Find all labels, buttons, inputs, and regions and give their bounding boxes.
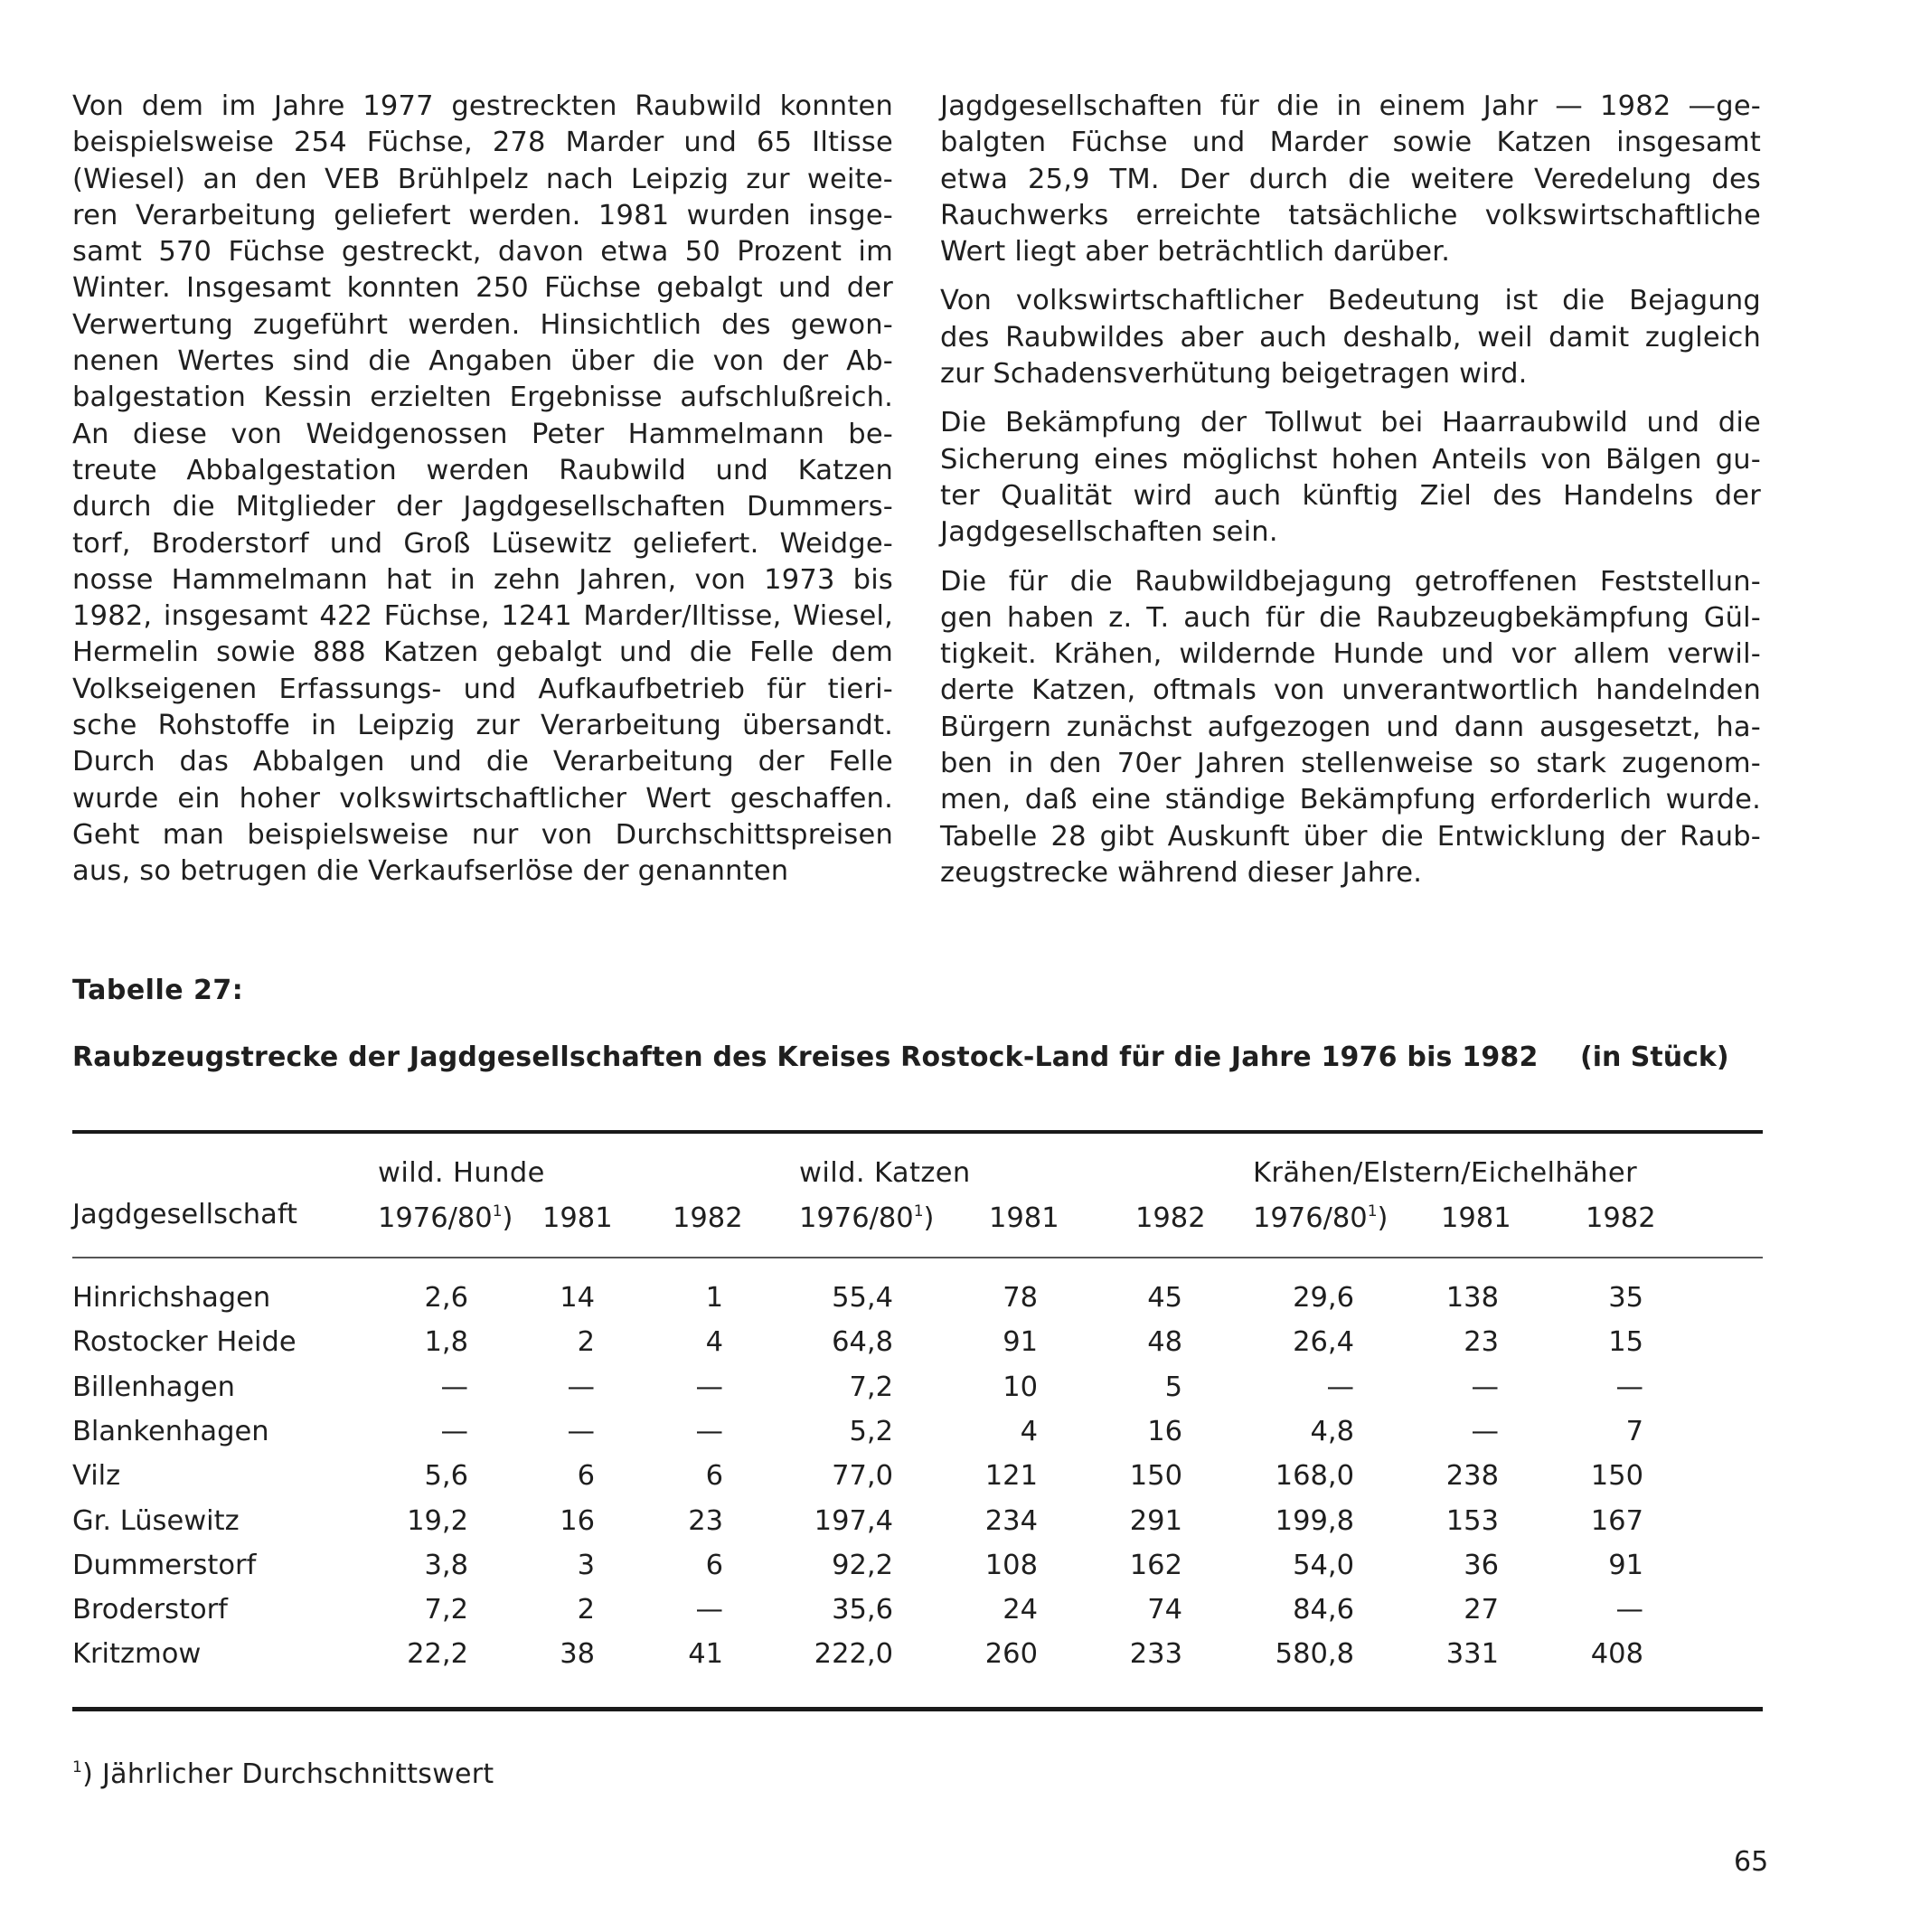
table-cell: 24: [1003, 1594, 1038, 1626]
table-cell: 6: [705, 1460, 723, 1492]
page-number: 65: [1734, 1846, 1769, 1878]
text-line: Jagdgesellschaften sein.: [940, 516, 1278, 549]
table-cell: 64,8: [832, 1326, 893, 1358]
table-cell: 291: [1129, 1505, 1182, 1537]
table-cell: 108: [984, 1550, 1038, 1581]
text-line: balgestation Kessin erzielten Ergebnisse aufschlußreich.: [72, 382, 893, 414]
table-cell: 2: [577, 1594, 595, 1626]
table-cell: —: [1615, 1371, 1643, 1403]
year-label: 1976/80: [799, 1202, 914, 1234]
text-line: des Raubwildes aber auch deshalb, weil damit zugleich: [940, 321, 1761, 353]
year-header: [378, 1202, 513, 1234]
text-line: derte Katzen, oftmals von unverantwortlich handelnden: [940, 674, 1761, 707]
year-label: 1976/80: [378, 1202, 493, 1234]
table-cell: 45: [1147, 1282, 1182, 1314]
text-line: men, daß eine ständige Bekämpfung erforderlich wurde.: [940, 784, 1761, 816]
text-line: treute Abbalgestation werden Raubwild und Katzen: [72, 454, 893, 486]
text-line: samt 570 Füchse gestreckt, davon etwa 50 Prozent im: [72, 236, 893, 269]
year-label: 1981: [542, 1202, 613, 1234]
table-top-rule: [72, 1130, 1763, 1134]
text-line: zeugstrecke während dieser Jahre.: [940, 856, 1423, 889]
text-line: nosse Hammelmann hat in zehn Jahren, von 1973 bis: [72, 563, 893, 596]
table-cell: 162: [1129, 1550, 1182, 1581]
table-cell: —: [567, 1371, 595, 1403]
table-cell: 4,8: [1310, 1416, 1354, 1447]
table-label: Tabelle 27:: [72, 975, 244, 1006]
table-cell: 1: [705, 1282, 723, 1314]
table-cell: 48: [1147, 1326, 1182, 1358]
table-cell: 26,4: [1293, 1326, 1354, 1358]
text-line: Hermelin sowie 888 Katzen gebalgt und die Felle dem: [72, 636, 893, 669]
table-cell: —: [695, 1371, 723, 1403]
year-header: [1253, 1202, 1388, 1234]
table-bottom-rule: [72, 1707, 1763, 1711]
table-cell: 15: [1608, 1326, 1643, 1358]
text-line: An diese von Weidgenossen Peter Hammelmann be-: [72, 418, 893, 450]
table-cell: 10: [1003, 1371, 1038, 1403]
table-cell: 238: [1445, 1460, 1499, 1492]
paragraph-gap: [940, 392, 1761, 405]
left-text-column: [72, 89, 893, 891]
text-line: tigkeit. Krähen, wildernde Hunde und vor allem verwil-: [940, 638, 1761, 671]
table-cell: —: [1471, 1371, 1499, 1403]
year-header: [1135, 1202, 1206, 1234]
table-cell: 138: [1445, 1282, 1499, 1314]
row-name: Billenhagen: [72, 1371, 235, 1403]
table-cell: 150: [1129, 1460, 1182, 1492]
table-cell: 35: [1608, 1282, 1643, 1314]
row-name: Rostocker Heide: [72, 1326, 297, 1358]
text-line: 1982, insgesamt 422 Füchse, 1241 Marder/Iltisse, Wiesel,: [72, 600, 893, 633]
table-cell: —: [695, 1416, 723, 1447]
table-cell: 580,8: [1275, 1638, 1354, 1670]
row-name: Hinrichshagen: [72, 1282, 271, 1314]
table-cell: 16: [1147, 1416, 1182, 1447]
text-line: sche Rohstoffe in Leipzig zur Verarbeitung übersandt.: [72, 710, 893, 742]
text-line: nenen Wertes sind die Angaben über die von der Ab-: [72, 345, 893, 378]
table-cell: 38: [560, 1638, 595, 1670]
table-cell: 408: [1590, 1638, 1643, 1670]
table-cell: 2: [577, 1326, 595, 1358]
table-cell: 167: [1590, 1505, 1643, 1537]
year-header: [1441, 1202, 1511, 1234]
year-header: [989, 1202, 1059, 1234]
year-label: 1976/80: [1253, 1202, 1368, 1234]
table-cell: 16: [560, 1505, 595, 1537]
table-cell: 91: [1003, 1326, 1038, 1358]
table-cell: 5: [1164, 1371, 1182, 1403]
table-cell: 23: [1464, 1326, 1499, 1358]
text-line: ren Verarbeitung geliefert werden. 1981 wurden insge-: [72, 199, 893, 231]
table-cell: 74: [1147, 1594, 1182, 1626]
table-cell: 84,6: [1293, 1594, 1354, 1626]
table-cell: 36: [1464, 1550, 1499, 1581]
right-text-column: [940, 89, 1761, 891]
text-line: wurde ein hoher volkswirtschaftlicher Wert geschaffen.: [72, 782, 893, 815]
text-line: Verwertung zugeführt werden. Hinsichtlich des gewon-: [72, 308, 893, 341]
table-cell: 6: [577, 1460, 595, 1492]
table-cell: 35,6: [832, 1594, 893, 1626]
year-label: 1982: [673, 1202, 743, 1234]
table-cell: 3: [577, 1550, 595, 1581]
table-cell: 19,2: [407, 1505, 468, 1537]
footnote-ref-close: ): [1377, 1202, 1389, 1234]
row-name: Dummerstorf: [72, 1550, 257, 1581]
table-cell: 150: [1590, 1460, 1643, 1492]
table-cell: 7,2: [849, 1371, 893, 1403]
table-cell: 5,2: [849, 1416, 893, 1447]
table-cell: 23: [688, 1505, 723, 1537]
table-cell: 233: [1129, 1638, 1182, 1670]
table-cell: —: [440, 1371, 468, 1403]
table-cell: 29,6: [1293, 1282, 1354, 1314]
footnote: [72, 1758, 494, 1790]
text-line: Geht man beispielsweise nur von Durchschittspreisen: [72, 818, 893, 851]
table-cell: —: [1326, 1371, 1354, 1403]
table-cell: —: [1615, 1594, 1643, 1626]
row-name: Gr. Lüsewitz: [72, 1505, 240, 1537]
year-label: 1982: [1135, 1202, 1206, 1234]
footnote-text: Jährlicher Durchschnittswert: [101, 1758, 494, 1790]
year-label: 1981: [1441, 1202, 1511, 1234]
table-cell: 7,2: [424, 1594, 468, 1626]
footnote-ref: 1: [1367, 1202, 1378, 1220]
footnote-ref: 1: [492, 1202, 503, 1220]
table-title: Raubzeugstrecke der Jagdgesellschaften des Kreises Rostock-Land für die Jahre 1976 bis 1982: [72, 1041, 1539, 1073]
year-header: [1586, 1202, 1656, 1234]
table-cell: 27: [1464, 1594, 1499, 1626]
table-cell: —: [1471, 1416, 1499, 1447]
table-cell: 1,8: [424, 1326, 468, 1358]
table-cell: 7: [1625, 1416, 1643, 1447]
table-cell: 14: [560, 1282, 595, 1314]
text-line: Sicherung eines möglichst hohen Anteils von Bälgen gu-: [940, 443, 1761, 476]
text-line: Jagdgesellschaften für die in einem Jahr — 1982 —ge-: [940, 90, 1761, 122]
table-cell: 234: [984, 1505, 1038, 1537]
text-line: beispielsweise 254 Füchse, 278 Marder und 65 Iltisse: [72, 127, 893, 159]
text-line: (Wiesel) an den VEB Brühlpelz nach Leipzig zur weite-: [72, 163, 893, 195]
text-line: ter Qualität wird auch künftig Ziel des Handelns der: [940, 479, 1761, 512]
table-cell: —: [567, 1416, 595, 1447]
text-line: Von volkswirtschaftlicher Bedeutung ist die Bejagung: [940, 285, 1761, 317]
text-line: Die für die Raubwildbejagung getroffenen Feststellun-: [940, 565, 1761, 598]
table-cell: 22,2: [407, 1638, 468, 1670]
table-cell: 6: [705, 1550, 723, 1581]
year-label: 1981: [989, 1202, 1059, 1234]
table-cell: 222,0: [814, 1638, 893, 1670]
text-line: Bürgern zunächst aufgezogen und dann ausgesetzt, ha-: [940, 711, 1761, 743]
year-label: 1982: [1586, 1202, 1656, 1234]
table-cell: 4: [1020, 1416, 1038, 1447]
text-line: durch die Mitglieder der Jagdgesellschaften Dummers-: [72, 491, 893, 523]
table-cell: 168,0: [1275, 1460, 1354, 1492]
text-line: Volkseigenen Erfassungs- und Aufkaufbetrieb für tieri-: [72, 673, 893, 705]
paragraph-gap: [940, 551, 1761, 564]
table-cell: 54,0: [1293, 1550, 1354, 1581]
footnote-ref-close: ): [923, 1202, 935, 1234]
text-line: balgten Füchse und Marder sowie Katzen insgesamt: [940, 127, 1761, 159]
text-line: Rauchwerks erreichte tatsächliche volkswirtschaftliche: [940, 199, 1761, 231]
row-name: Kritzmow: [72, 1638, 202, 1670]
text-line: torf, Broderstorf und Groß Lüsewitz geliefert. Weidge-: [72, 527, 893, 560]
text-line: zur Schadensverhütung beigetragen wird.: [940, 358, 1528, 391]
table-cell: 5,6: [424, 1460, 468, 1492]
table-cell: 55,4: [832, 1282, 893, 1314]
text-line: Winter. Insgesamt konnten 250 Füchse gebalgt und der: [72, 272, 893, 305]
text-line: aus, so betrugen die Verkaufserlöse der genannten: [72, 855, 789, 888]
table-cell: 78: [1003, 1282, 1038, 1314]
column-group-header: Krähen/Elstern/Eichelhäher: [1253, 1157, 1638, 1189]
year-header: [799, 1202, 934, 1234]
table-cell: 3,8: [424, 1550, 468, 1581]
column-group-header: wild. Hunde: [378, 1157, 545, 1189]
table-cell: 260: [984, 1638, 1038, 1670]
table-cell: 91: [1608, 1550, 1643, 1581]
text-line: Durch das Abbalgen und die Verarbeitung der Felle: [72, 746, 893, 778]
table-cell: 197,4: [814, 1505, 893, 1537]
table-cell: 92,2: [832, 1550, 893, 1581]
table-cell: 331: [1445, 1638, 1499, 1670]
table-cell: 41: [688, 1638, 723, 1670]
table-cell: 153: [1445, 1505, 1499, 1537]
row-name: Blankenhagen: [72, 1416, 269, 1447]
table-cell: 77,0: [832, 1460, 893, 1492]
footnote-close: ): [82, 1758, 94, 1790]
table-cell: 2,6: [424, 1282, 468, 1314]
row-name: Broderstorf: [72, 1594, 228, 1626]
footnote-mark: 1: [72, 1758, 83, 1776]
table-cell: —: [695, 1594, 723, 1626]
text-line: ben in den 70er Jahren stellenweise so stark zugenom-: [940, 748, 1761, 780]
column-group-header: wild. Katzen: [799, 1157, 971, 1189]
footnote-ref-close: ): [502, 1202, 513, 1234]
row-name: Vilz: [72, 1460, 121, 1492]
year-header: [542, 1202, 613, 1234]
table-cell: 199,8: [1275, 1505, 1354, 1537]
table-cell: 121: [984, 1460, 1038, 1492]
row-header-label: Jagdgesellschaft: [72, 1199, 297, 1230]
text-line: Wert liegt aber beträchtlich darüber.: [940, 236, 1451, 269]
table-cell: —: [440, 1416, 468, 1447]
text-line: Von dem im Jahre 1977 gestreckten Raubwild konnten: [72, 90, 893, 122]
footnote-ref: 1: [913, 1202, 924, 1220]
text-line: Die Bekämpfung der Tollwut bei Haarraubwild und die: [940, 407, 1761, 439]
text-line: gen haben z. T. auch für die Raubzeugbekämpfung Gül-: [940, 601, 1761, 634]
text-line: Tabelle 28 gibt Auskunft über die Entwicklung der Raub-: [940, 820, 1761, 853]
paragraph-gap: [940, 270, 1761, 283]
table-unit: (in Stück): [1580, 1041, 1729, 1073]
year-header: [673, 1202, 743, 1234]
text-line: etwa 25,9 TM. Der durch die weitere Veredelung des: [940, 163, 1761, 195]
table-header-rule: [72, 1257, 1763, 1258]
table-cell: 4: [705, 1326, 723, 1358]
